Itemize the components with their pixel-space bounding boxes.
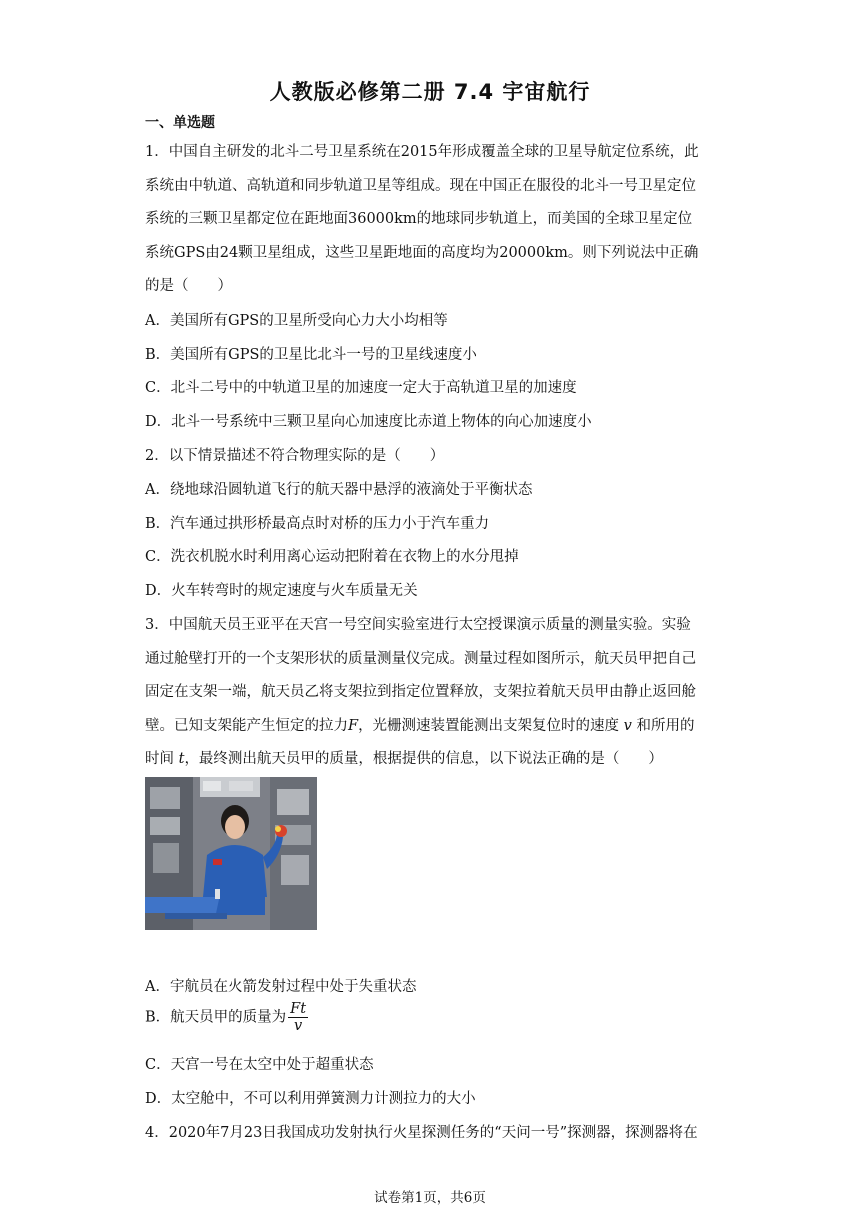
- variable-t: t: [178, 751, 185, 767]
- q3-line-4-part-b: ，光栅测速装置能测出支架复位时的速度: [358, 718, 620, 734]
- mass-fraction: [288, 1001, 308, 1034]
- variable-f: F: [348, 718, 359, 734]
- q3-line-2: 通过舱壁打开的一个支架形状的质量测量仪完成。测量过程如图所示，航天员甲把自己: [145, 651, 696, 667]
- fraction-denominator: v: [294, 1018, 303, 1034]
- fraction-numerator: Ft: [290, 1001, 307, 1017]
- astronaut-photo-illustration: [145, 777, 317, 930]
- q3-option-a: A．宇航员在火箭发射过程中处于失重状态: [145, 979, 417, 995]
- q3-line-5-part-a: 时间: [145, 751, 174, 767]
- page-footer: 试卷第1页，共6页: [374, 1190, 486, 1206]
- q3-option-d: D．太空舱中，不可以利用弹簧测力计测拉力的大小: [145, 1091, 476, 1107]
- q3-option-b: [145, 1001, 308, 1034]
- q3-option-b-text: B．航天员甲的质量为: [145, 1009, 287, 1026]
- q4-line-1: 4．2020年7月23日我国成功发射执行火星探测任务的“天问一号”探测器，探测器将在: [145, 1125, 698, 1141]
- q1-line-1: 1．中国自主研发的北斗二号卫星系统在2015年形成覆盖全球的卫星导航定位系统，此: [145, 144, 699, 160]
- q3-line-4-part-a: 壁。已知支架能产生恒定的拉力: [145, 718, 348, 734]
- q3-line-5-part-b: ，最终测出航天员甲的质量，根据提供的信息，以下说法正确的是（ ）: [184, 751, 663, 767]
- q1-line-5: 的是（ ）: [145, 278, 232, 294]
- q1-line-2: 系统由中轨道、高轨道和同步轨道卫星等组成。现在中国正在服役的北斗一号卫星定位: [145, 178, 696, 194]
- section-heading: 一、单选题: [145, 115, 215, 131]
- q3-line-5: [145, 747, 663, 768]
- q2-option-d: D．火车转弯时的规定速度与火车质量无关: [145, 583, 418, 599]
- astronaut-photo: [145, 777, 317, 930]
- q1-option-a: A．美国所有GPS的卫星所受向心力大小均相等: [145, 313, 448, 329]
- page-title: 人教版必修第二册 7.4 宇宙航行: [269, 80, 591, 104]
- q1-option-d: D．北斗一号系统中三颗卫星向心加速度比赤道上物体的向心加速度小: [145, 414, 592, 430]
- q1-option-b: B．美国所有GPS的卫星比北斗一号的卫星线速度小: [145, 347, 477, 363]
- variable-v: v: [623, 718, 632, 734]
- q3-line-4-part-c: 和所用的: [636, 718, 695, 734]
- q1-line-4: 系统GPS由24颗卫星组成，这些卫星距地面的高度均为20000km。则下列说法中正确: [145, 245, 699, 261]
- q3-line-4: [145, 714, 694, 735]
- q2-stem: 2．以下情景描述不符合物理实际的是（ ）: [145, 448, 445, 464]
- q2-option-a: A．绕地球沿圆轨道飞行的航天器中悬浮的液滴处于平衡状态: [145, 482, 533, 498]
- q3-option-c: C．天宫一号在太空中处于超重状态: [145, 1057, 374, 1073]
- q3-line-3: 固定在支架一端，航天员乙将支架拉到指定位置释放，支架拉着航天员甲由静止返回舱: [145, 684, 696, 700]
- q1-option-c: C．北斗二号中的中轨道卫星的加速度一定大于高轨道卫星的加速度: [145, 380, 577, 396]
- q2-option-c: C．洗衣机脱水时利用离心运动把附着在衣物上的水分甩掉: [145, 549, 519, 565]
- q2-option-b: B．汽车通过拱形桥最高点时对桥的压力小于汽车重力: [145, 516, 490, 532]
- q1-line-3: 系统的三颗卫星都定位在距地面36000km的地球同步轨道上，而美国的全球卫星定位: [145, 211, 693, 227]
- q3-line-1: 3．中国航天员王亚平在天宫一号空间实验室进行太空授课演示质量的测量实验。实验: [145, 617, 691, 633]
